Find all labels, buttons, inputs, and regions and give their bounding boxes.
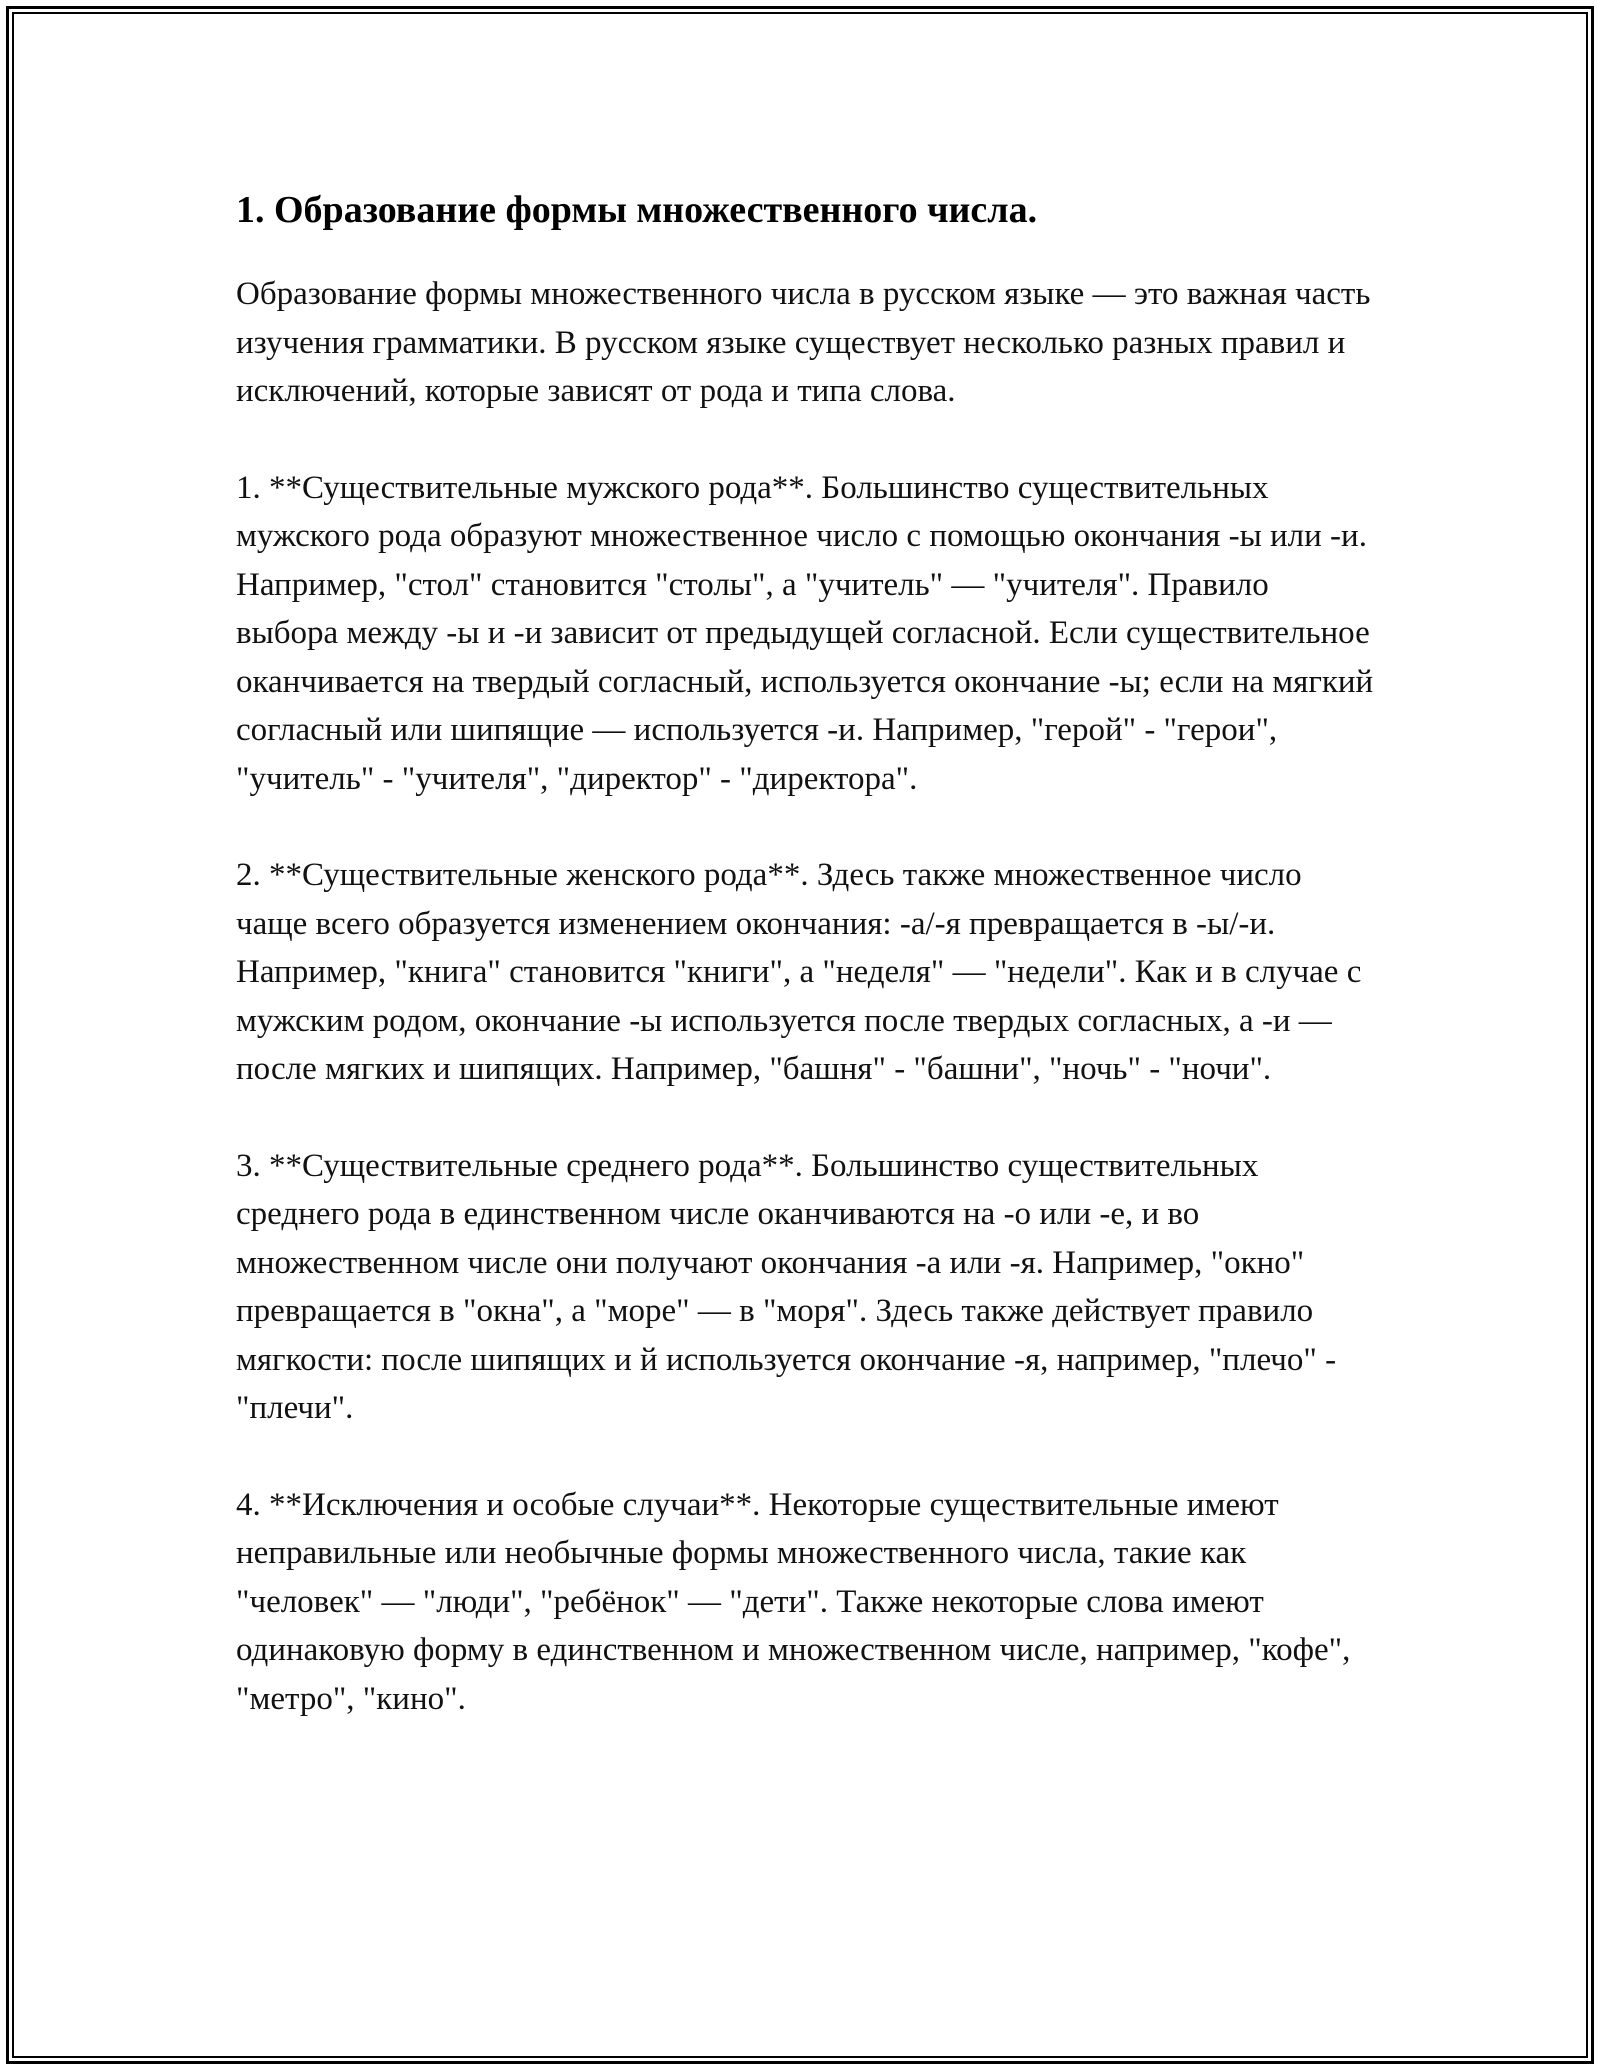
paragraph-feminine-nouns: 2. **Существительные женского рода**. Здесь также множественное число чаще всего образуется изменением окончания: -а/-я превращается в -ы/-и. Например, "книга" становится "книги", а "неделя" — "недели". Как и в случае с мужским родом, окончание -ы используется после твердых согласных, а -и — после мягких и шипящих. Например, "башня" - "башни", "ночь" - "ночи". bbox=[236, 857, 1362, 1087]
intro-paragraph: Образование формы множественного числа в русском языке — это важная часть изучения грамматики. В русском языке существует несколько разных правил и исключений, которые зависят от рода и типа слова. bbox=[236, 276, 1371, 409]
paragraph-masculine-nouns: 1. **Существительные мужского рода**. Большинство существительных мужского рода образуют множественное число с помощью окончания -ы или -и. Например, "стол" становится "столы", а "учитель" — "учителя". Правило выбора между -ы и -и зависит от предыдущей согласной. Если существительное оканчивается на твердый согласный, используется окончание -ы; если на мягкий согласный или шипящие — используется -и. Например, "герой" - "герои", "учитель" - "учителя", "директор" - "директора". bbox=[236, 469, 1374, 797]
paragraph-exceptions: 4. **Исключения и особые случаи**. Некоторые существительные имеют неправильные или необычные формы множественного числа, такие как "человек" — "люди", "ребёнок" — "дети". Также некоторые слова имеют одинаковую форму в единственном и множественном числе, например, "кофе", "метро", "кино". bbox=[236, 1486, 1351, 1717]
document-heading: 1. Образование формы множественного числа. bbox=[236, 189, 1038, 231]
paragraph-neuter-nouns: 3. **Существительные среднего рода**. Большинство существительных среднего рода в единственном числе оканчиваются на -о или -е, и во множественном числе они получают окончания -а или -я. Например, "окно" превращается в "окна", а "море" — в "моря". Здесь также действует правило мягкости: после шипящих и й используется окончание -я, например, "плечо" - "плечи". bbox=[236, 1147, 1337, 1426]
document-body bbox=[236, 186, 1376, 1771]
